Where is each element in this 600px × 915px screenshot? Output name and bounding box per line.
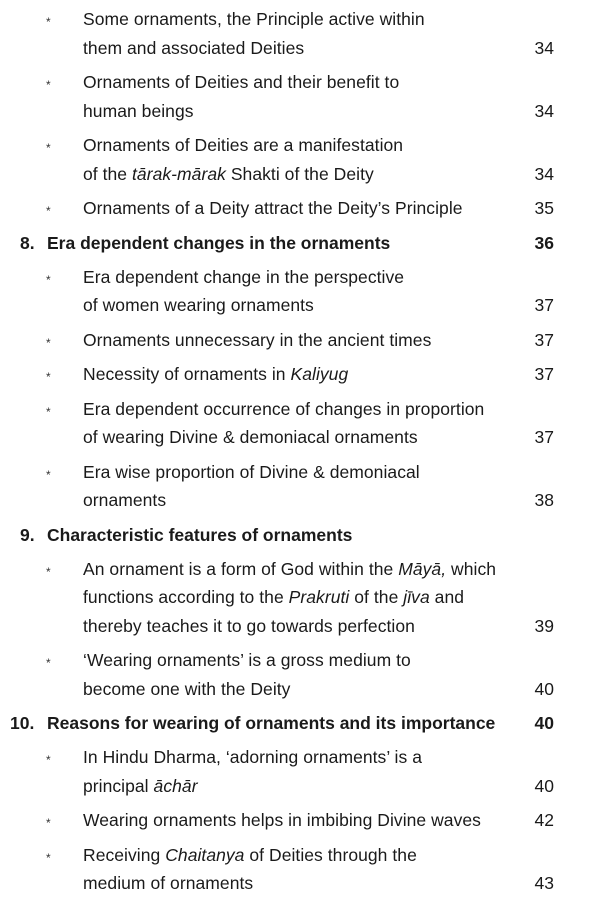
toc-item (0, 266, 600, 323)
entry-text-line: them and associated Deities (83, 37, 305, 58)
bullet-icon: * (46, 816, 51, 830)
entry-text-line: of the tārak-mārak Shakti of the Deity (83, 163, 374, 184)
entry-text-line: Era dependent change in the perspective (83, 266, 405, 287)
entry-text-line: thereby teaches it to go towards perfection (83, 615, 415, 636)
bullet-icon: * (46, 335, 51, 350)
entry-page-number: 43 (534, 873, 554, 893)
entry-text-line: Era dependent occurrence of changes in proportion (83, 398, 485, 419)
entry-page-number: 37 (534, 364, 554, 384)
section-title: Era dependent changes in the ornaments (47, 232, 391, 253)
entry-page-number: 37 (534, 427, 554, 447)
toc-item (0, 197, 600, 226)
bullet-icon: * (46, 370, 51, 384)
toc-item (0, 558, 600, 644)
section-title: Reasons for wearing of ornaments and its importance (47, 713, 496, 733)
toc-item (0, 746, 600, 803)
bullet-icon: * (46, 404, 51, 419)
entry-text-line: Wearing ornaments helps in imbibing Divine waves (83, 810, 481, 830)
toc-item (0, 363, 600, 392)
entry-page-number: 34 (534, 163, 554, 184)
entry-text-line: Era wise proportion of Divine & demoniacal (83, 461, 420, 482)
entry-page-number: 37 (534, 329, 554, 350)
entry-text-line: of wearing Divine & demoniacal ornaments (83, 427, 418, 447)
bullet-icon: * (46, 850, 51, 865)
bullet-icon: * (46, 656, 51, 670)
entry-page-number: 35 (534, 198, 554, 218)
bullet-icon: * (46, 204, 51, 218)
bullet-icon: * (46, 272, 51, 287)
entry-text-line: medium of ornaments (83, 873, 254, 893)
entry-text-line: Some ornaments, the Principle active within (83, 9, 425, 29)
entry-page-number: 38 (534, 490, 554, 510)
toc-item (0, 809, 600, 838)
entry-text-line: Ornaments unnecessary in the ancient times (83, 329, 432, 350)
bullet-icon: * (46, 753, 51, 767)
toc-item (0, 844, 600, 901)
entry-text-line: In Hindu Dharma, ‘adorning ornaments’ is a (83, 747, 422, 767)
section-title: Characteristic features of ornaments (47, 524, 353, 545)
entry-page-number: 34 (534, 37, 554, 58)
entry-text-line: become one with the Deity (83, 678, 291, 699)
entry-text-line: human beings (83, 100, 194, 121)
entry-text-line: principal āchār (83, 775, 198, 796)
entry-page-number: 42 (534, 810, 554, 830)
entry-text-line: Ornaments of a Deity attract the Deity’s Principle (83, 198, 463, 218)
entry-text-line: ‘Wearing ornaments’ is a gross medium to (83, 650, 411, 670)
entry-text-line: functions according to the Prakruti of the jīva and (83, 587, 465, 607)
toc-item (0, 398, 600, 455)
toc-section (0, 524, 600, 546)
entry-page-number: 37 (534, 295, 554, 315)
section-page-number: 40 (534, 713, 554, 733)
toc-section (0, 712, 600, 734)
toc-item (0, 461, 600, 518)
entry-text-line: ornaments (83, 490, 167, 510)
entry-text-line: Ornaments of Deities are a manifestation (83, 135, 404, 155)
bullet-icon: * (46, 141, 51, 155)
entry-text-line: Necessity of ornaments in Kaliyug (83, 364, 349, 384)
bullet-icon: * (46, 564, 51, 579)
entry-page-number: 34 (534, 100, 554, 121)
entry-text-line: Ornaments of Deities and their benefit to (83, 72, 400, 92)
toc-section (0, 232, 600, 254)
bullet-icon: * (46, 15, 51, 29)
entry-page-number: 40 (534, 775, 554, 796)
toc-item (0, 71, 600, 128)
entry-text-line: An ornament is a form of God within the Māyā, which (83, 558, 497, 579)
section-number: 9. (20, 524, 35, 545)
section-page-number: 36 (534, 232, 554, 253)
entry-text-line: Receiving Chaitanya of Deities through the (83, 844, 417, 865)
entry-text-line: of women wearing ornaments (83, 295, 314, 315)
section-number: 8. (20, 232, 35, 253)
toc-item (0, 8, 600, 65)
toc-item (0, 134, 600, 191)
bullet-icon: * (46, 467, 51, 482)
entry-page-number: 40 (534, 678, 554, 699)
bullet-icon: * (46, 78, 51, 92)
section-number: 10. (10, 713, 35, 733)
toc-item (0, 649, 600, 706)
toc-item (0, 329, 600, 358)
entry-page-number: 39 (534, 615, 554, 636)
